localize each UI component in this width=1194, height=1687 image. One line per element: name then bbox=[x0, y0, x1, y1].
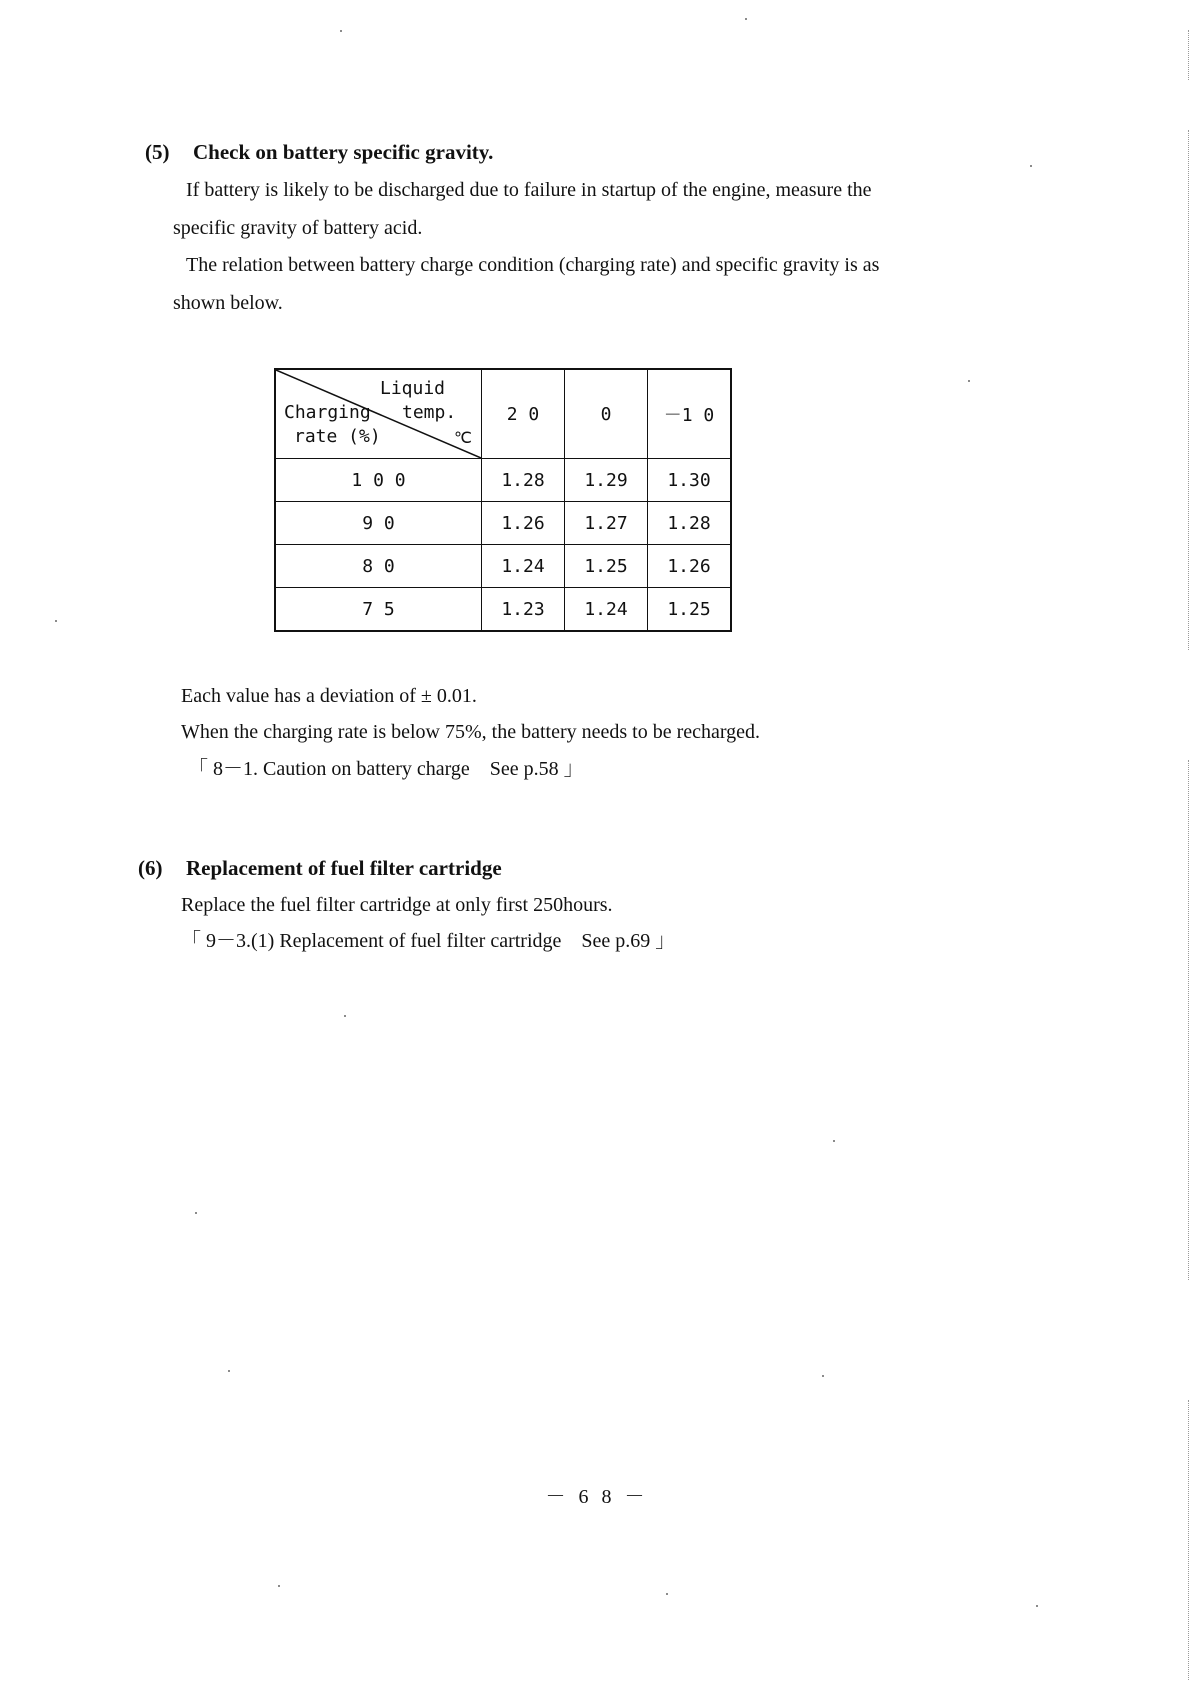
scan-edge-mark bbox=[1188, 760, 1190, 1280]
section-5-para1-line2: specific gravity of battery acid. bbox=[173, 217, 423, 239]
table-cell: 1.29 bbox=[565, 459, 648, 502]
section-5-heading bbox=[145, 140, 493, 164]
table-cell: 1.26 bbox=[482, 502, 565, 545]
table-cell: 1.25 bbox=[565, 545, 648, 588]
corner-label-rate: rate (%) bbox=[294, 426, 381, 447]
section-6-line1: Replace the fuel filter cartridge at only first 250hours. bbox=[181, 894, 613, 916]
section-5-para2-line2: shown below. bbox=[173, 292, 283, 314]
table-cell: 1.24 bbox=[565, 588, 648, 632]
corner-label-liquid: Liquid bbox=[380, 378, 446, 399]
table-corner-cell bbox=[275, 369, 482, 459]
table-column-header: 0 bbox=[565, 369, 648, 459]
table-row-rate: 8 0 bbox=[275, 545, 482, 588]
battery-charge-reference: 「 8－1. Caution on battery charge See p.58 」 bbox=[188, 758, 584, 780]
scan-speck bbox=[968, 380, 970, 382]
table-cell: 1.23 bbox=[482, 588, 565, 632]
table-cell: 1.24 bbox=[482, 545, 565, 588]
table-header-row bbox=[275, 369, 731, 459]
scan-speck bbox=[1036, 1605, 1038, 1607]
scan-speck bbox=[228, 1370, 230, 1372]
corner-label-temp: temp. bbox=[402, 402, 457, 423]
table-cell: 1.25 bbox=[648, 588, 732, 632]
table-row bbox=[275, 502, 731, 545]
scan-edge-mark bbox=[1188, 30, 1190, 80]
table-cell: 1.27 bbox=[565, 502, 648, 545]
table-cell: 1.28 bbox=[648, 502, 732, 545]
table-cell: 1.28 bbox=[482, 459, 565, 502]
scan-speck bbox=[745, 18, 747, 20]
section-6-number: (6) bbox=[138, 856, 163, 880]
table-column-header: －1 0 bbox=[648, 369, 732, 459]
scan-speck bbox=[278, 1585, 280, 1587]
table-column-header: 2 0 bbox=[482, 369, 565, 459]
fuel-filter-reference: 「 9－3.(1) Replacement of fuel filter cartridge See p.69 」 bbox=[181, 930, 676, 952]
section-5-para2-line1: The relation between battery charge condition (charging rate) and specific gravity is as bbox=[186, 254, 880, 276]
scan-speck bbox=[55, 620, 57, 622]
corner-label-charging: Charging bbox=[284, 402, 371, 423]
recharge-note: When the charging rate is below 75%, the battery needs to be recharged. bbox=[181, 721, 761, 743]
table-row bbox=[275, 545, 731, 588]
table-row-rate: 7 5 bbox=[275, 588, 482, 632]
specific-gravity-table bbox=[274, 368, 732, 632]
scan-speck bbox=[1030, 165, 1032, 167]
section-5-para1-line1: If battery is likely to be discharged due to failure in startup of the engine, measure the bbox=[186, 179, 872, 201]
page-number: － 6 8 － bbox=[545, 1486, 649, 1508]
scan-edge-mark bbox=[1188, 1400, 1190, 1680]
table-row bbox=[275, 588, 731, 632]
section-6-heading bbox=[138, 856, 502, 880]
scan-speck bbox=[666, 1593, 668, 1595]
scan-speck bbox=[195, 1212, 197, 1214]
table-row bbox=[275, 459, 731, 502]
corner-label-unit: ℃ bbox=[454, 428, 472, 447]
scan-speck bbox=[340, 30, 342, 32]
scan-speck bbox=[344, 1015, 346, 1017]
scan-speck bbox=[833, 1140, 835, 1142]
scan-edge-mark bbox=[1188, 130, 1190, 650]
section-5-title: Check on battery specific gravity. bbox=[193, 140, 494, 164]
scan-speck bbox=[822, 1375, 824, 1377]
deviation-note: Each value has a deviation of ± 0.01. bbox=[181, 685, 477, 707]
table-cell: 1.30 bbox=[648, 459, 732, 502]
section-5-number: (5) bbox=[145, 140, 170, 164]
section-6-title: Replacement of fuel filter cartridge bbox=[186, 856, 502, 880]
table-cell: 1.26 bbox=[648, 545, 732, 588]
table-row-rate: 1 0 0 bbox=[275, 459, 482, 502]
table-row-rate: 9 0 bbox=[275, 502, 482, 545]
